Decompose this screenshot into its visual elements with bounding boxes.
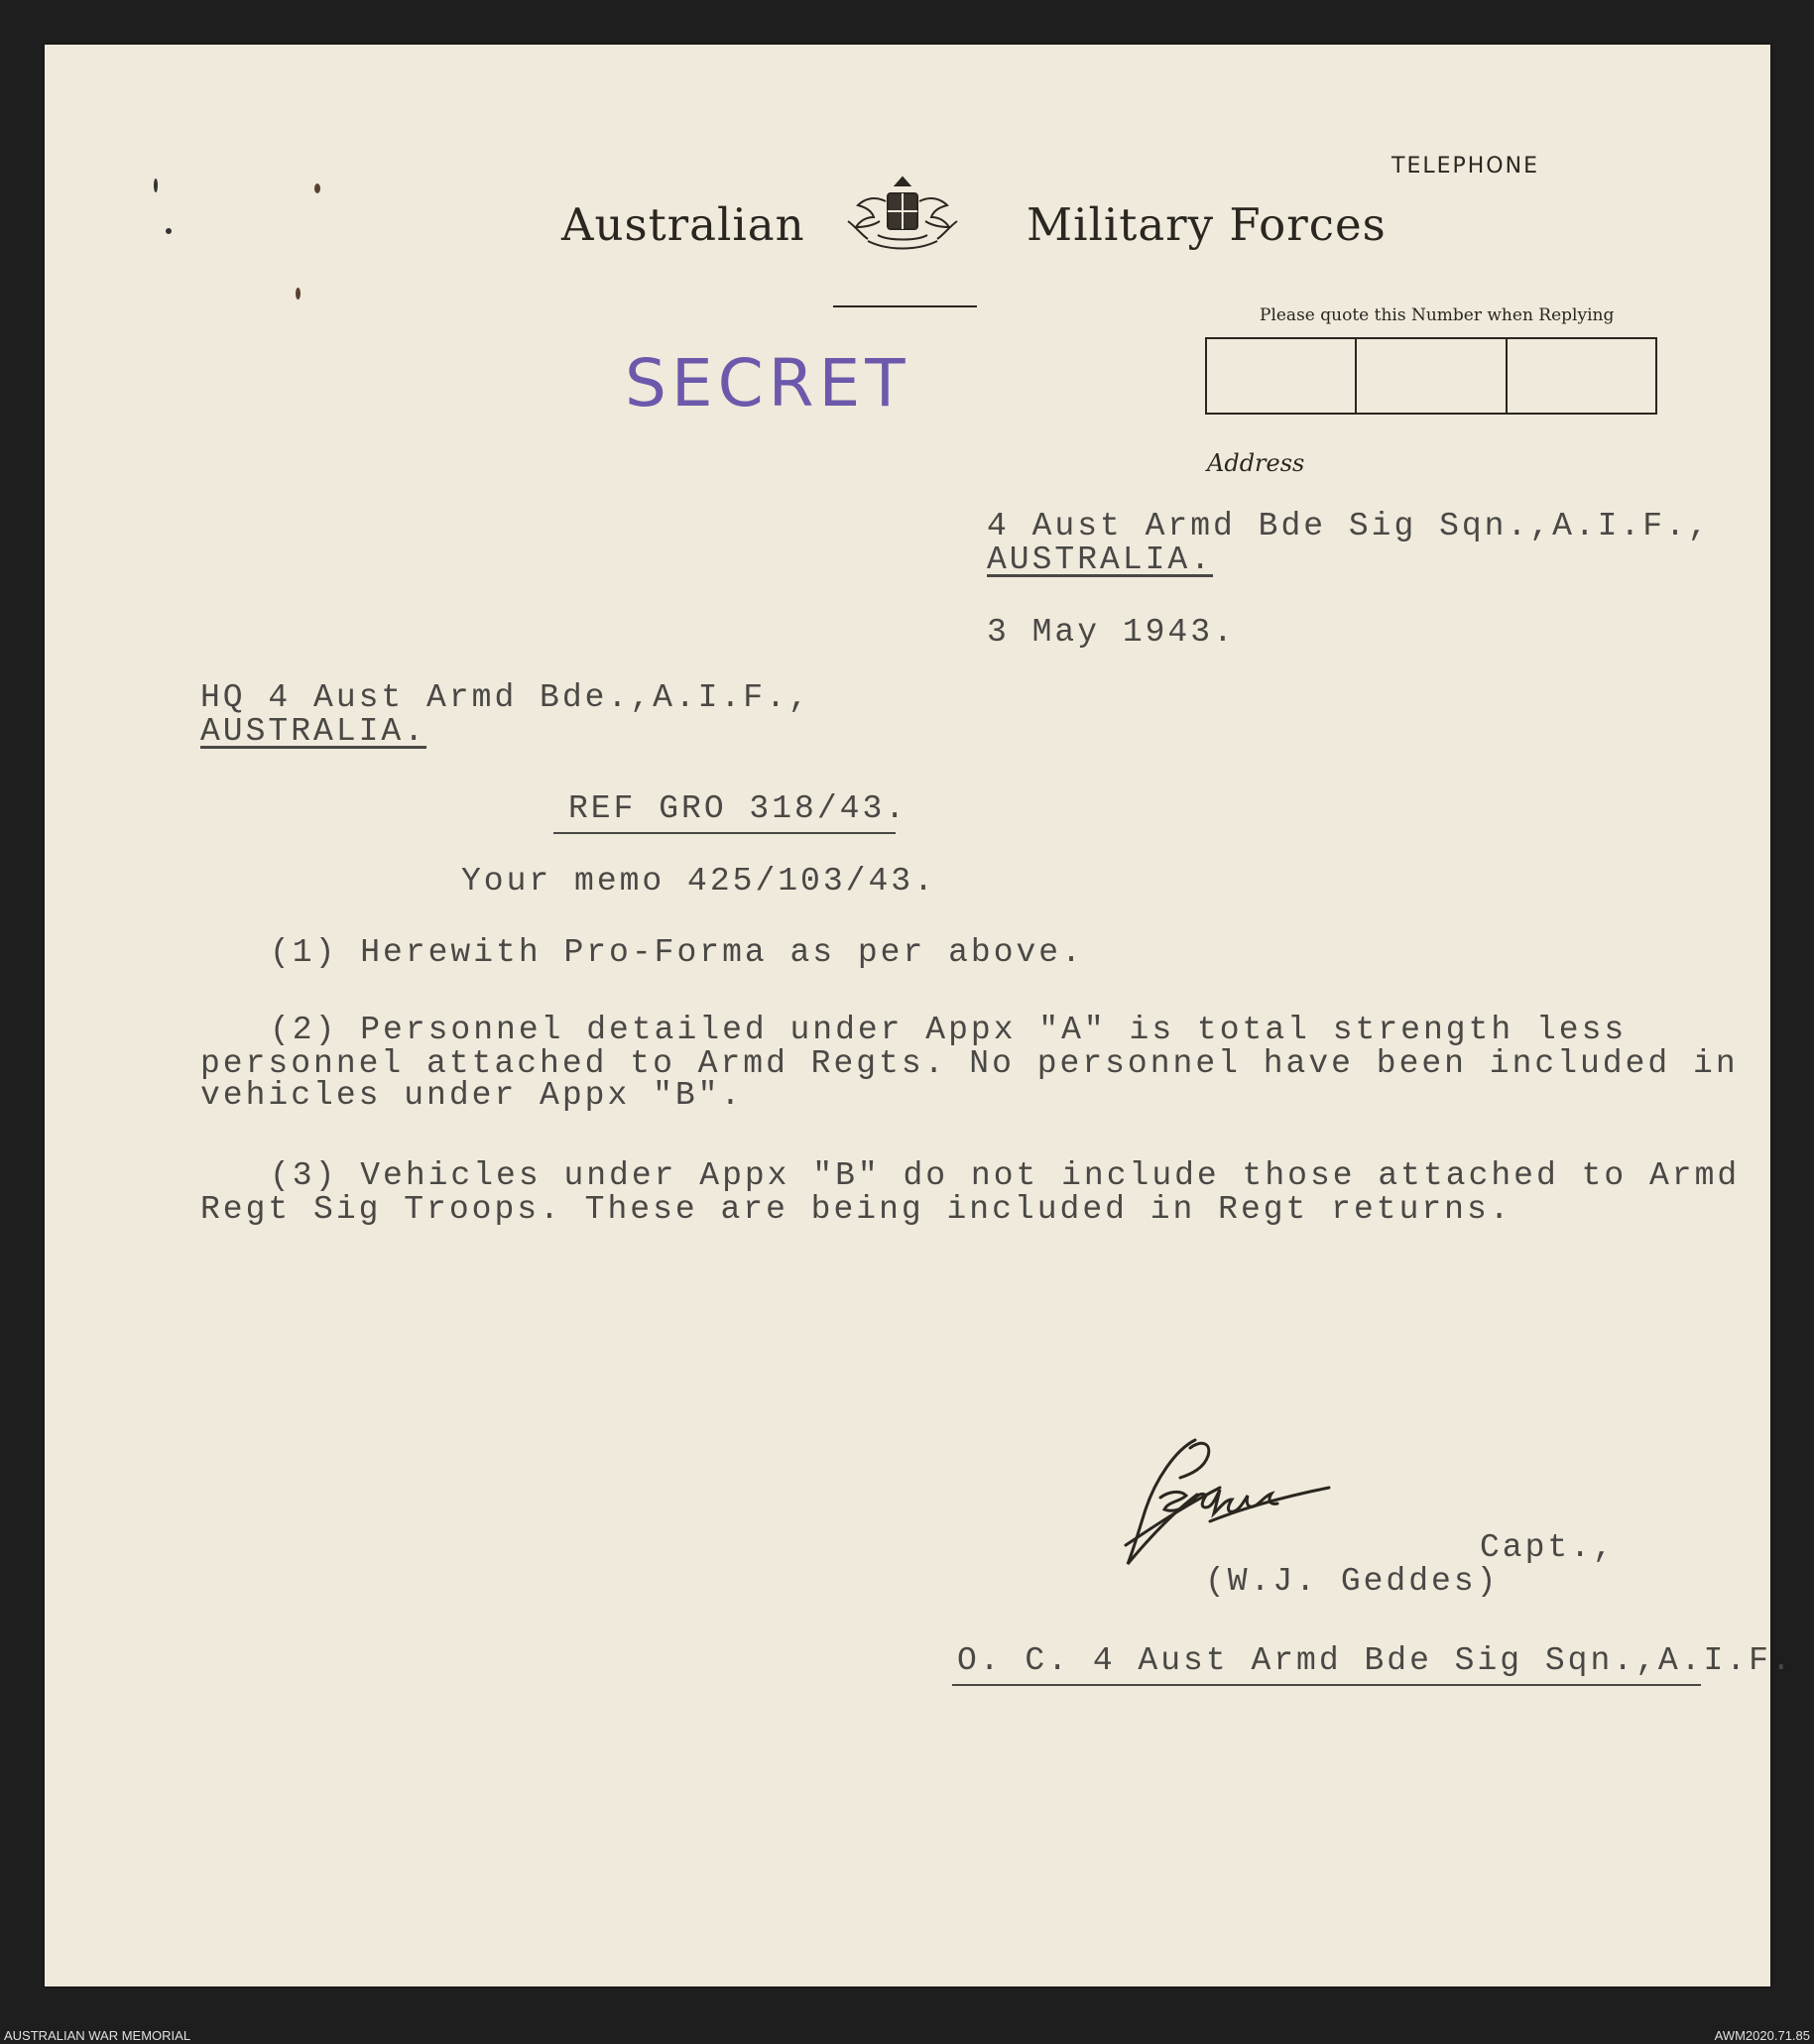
handwritten-signature: [1121, 1428, 1398, 1572]
paper-mark: [154, 179, 158, 192]
letterhead-title-right: Military Forces: [1027, 198, 1387, 251]
paragraph-1: (1) Herewith Pro-Forma as per above.: [270, 934, 1084, 971]
telephone-label: TELEPHONE: [1391, 154, 1539, 179]
paragraph-3-line1: (3) Vehicles under Appx "B" do not include those attached to Armd: [270, 1157, 1741, 1194]
address-label: Address: [1207, 449, 1305, 477]
paragraph-3-line2: Regt Sig Troops. These are being included in Regt returns.: [200, 1191, 1512, 1228]
signatory-appointment: O. C. 4 Aust Armd Bde Sig Sqn.,A.I.F.: [957, 1642, 1794, 1679]
memo-reference: Your memo 425/103/43.: [461, 863, 936, 900]
letter-date: 3 May 1943.: [987, 614, 1236, 651]
paragraph-2-line1: (2) Personnel detailed under Appx "A" is total strength less: [270, 1012, 1628, 1048]
archive-accession-number: AWM2020.71.85: [1714, 2028, 1810, 2043]
recipient-line2: AUSTRALIA.: [200, 713, 427, 750]
signatory-name: (W.J. Geddes): [1205, 1563, 1500, 1600]
paper-stain: [296, 288, 301, 300]
sender-address-line1: 4 Aust Armd Bde Sig Sqn.,A.I.F.,: [987, 508, 1711, 544]
reply-number-cell: [1357, 339, 1507, 413]
paragraph-2-line2: personnel attached to Armd Regts. No personnel have been included in: [200, 1045, 1739, 1082]
reply-number-cell: [1508, 339, 1655, 413]
paragraph-2-line3: vehicles under Appx "B".: [200, 1077, 744, 1114]
letterhead-title-left: Australian: [561, 198, 805, 251]
subject-underline: [553, 832, 896, 834]
archive-credit: AUSTRALIAN WAR MEMORIAL: [4, 2028, 191, 2043]
secret-stamp: SECRET: [625, 345, 910, 421]
signatory-rank: Capt.,: [1480, 1529, 1616, 1566]
paper-stain: [314, 183, 320, 193]
reply-number-label: Please quote this Number when Replying: [1260, 305, 1615, 325]
subject-reference: REF GRO 318/43.: [568, 790, 908, 827]
paper-mark: [166, 228, 172, 234]
letter-page: [45, 45, 1794, 1986]
reply-number-cell: [1207, 339, 1357, 413]
sender-address-line2: AUSTRALIA.: [987, 541, 1214, 578]
heading-rule: [833, 305, 977, 307]
appointment-underline: [952, 1684, 1701, 1686]
recipient-line1: HQ 4 Aust Armd Bde.,A.I.F.,: [200, 679, 811, 716]
coat-of-arms-icon: [838, 172, 967, 261]
reply-number-box: [1205, 337, 1657, 415]
